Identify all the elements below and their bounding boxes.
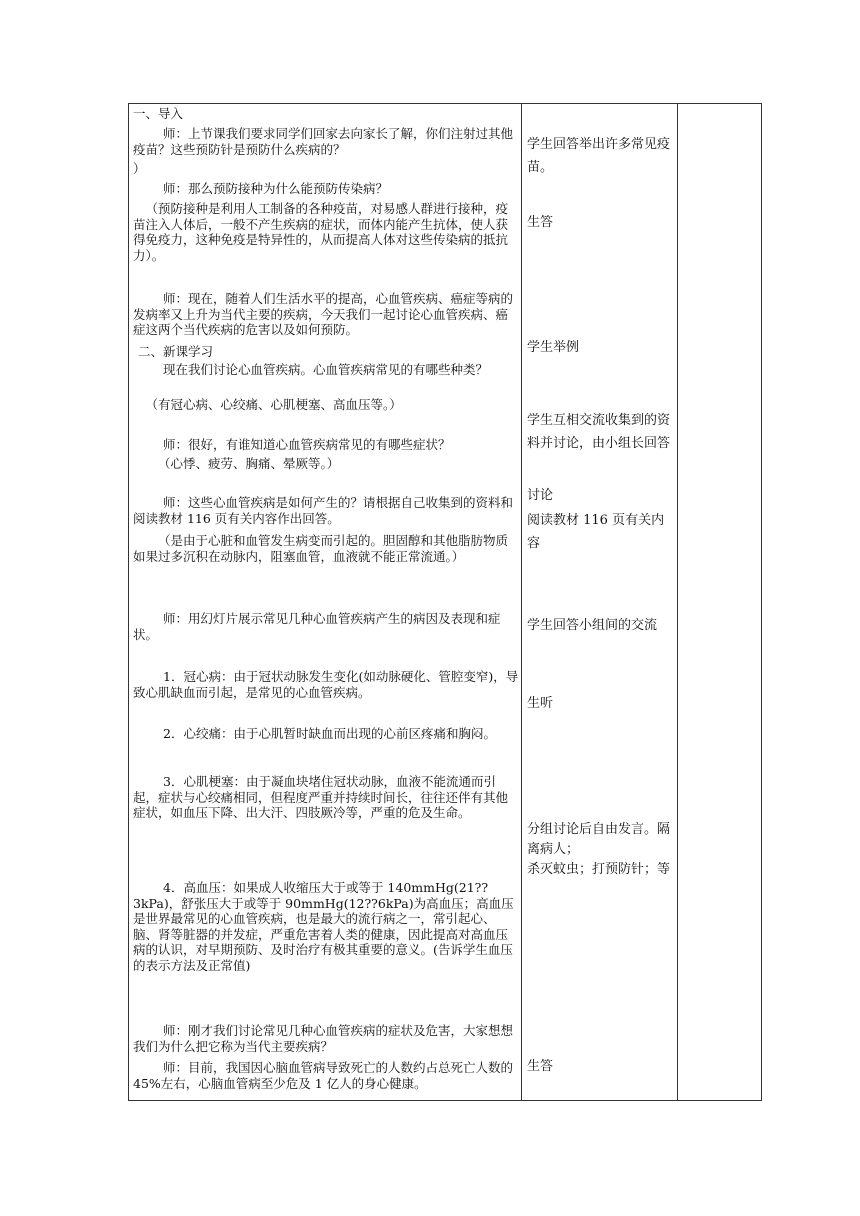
lesson-table xyxy=(128,103,762,1101)
student-note: 生听 xyxy=(527,696,554,711)
column-divider-1 xyxy=(521,104,522,1100)
paragraph: 2．心绞痛：由于心肌暂时缺血而出现的心前区疼痛和胸闷。 xyxy=(163,726,496,741)
paragraph: 师：这些心血管疾病是如何产生的？请根据自己收集到的资料和阅读教材 116 页有关内容作出回答。 xyxy=(133,495,514,526)
paragraph: 师：现在，随着人们生活水平的提高，心血管疾病、癌症等病的发病率又上升为当代主要的疾病，今天我们一起讨论心血管疾病、癌症这两个当代疾病的危害以及如何预防。 xyxy=(133,291,514,337)
paragraph: （预防接种是利用人工制备的各种疫苗，对易感人群进行接种，疫苗注入人体后，一般不产生疾病的症状，而体内能产生抗体，使人获得免疫力，这种免疫是特异性的，从而提高人体对这些传染病的抵抗力）。 xyxy=(133,201,509,263)
student-note: 学生举例 xyxy=(527,340,580,355)
section-heading-new-lesson: 二、新课学习 xyxy=(138,344,214,359)
column-divider-2 xyxy=(677,104,678,1100)
paragraph: 1．冠心病：由于冠状动脉发生变化(如动脉硬化、管腔变窄)，导致心肌缺血而引起，是常见的心血管疾病。 xyxy=(133,669,519,700)
student-note: 阅读教材 116 页有关内容 xyxy=(527,513,665,551)
paragraph: 3．心肌梗塞：由于凝血块堵住冠状动脉，血液不能流通而引起，症状与心绞痛相同，但程度严重并持续时间长，往往还伴有其他症状，如血压下降、出大汗、四肢厥冷等，严重的危及生命。 xyxy=(133,774,509,820)
paragraph: （有冠心病、心绞痛、心肌梗塞、高血压等。） xyxy=(145,397,402,412)
student-note: 学生回答小组间的交流 xyxy=(527,618,658,633)
paragraph: 师：目前，我国因心脑血管病导致死亡的人数约占总死亡人数的 45%左右，心脑血管病至少危及 1 亿人的身心健康。 xyxy=(133,1060,514,1091)
student-note: 学生互相交流收集到的资料并讨论，由小组长回答 xyxy=(527,413,671,451)
paragraph: （心悸、疲劳、胸痛、晕厥等。） xyxy=(158,456,340,471)
paragraph: （是由于心脏和血管发生病变而引起的。胆固醇和其他脂肪物质如果过多沉积在动脉内，阻塞血管，血液就不能正常流通。） xyxy=(133,533,509,564)
student-note: 讨论 xyxy=(527,488,554,503)
student-note: 杀灭蚊虫；打预防针；等 xyxy=(527,862,671,877)
student-note: 生答 xyxy=(527,215,554,230)
paragraph: 师：那么预防接种为什么能预防传染病？ xyxy=(163,181,389,196)
paragraph: 师：刚才我们讨论常见几种心血管疾病的症状及危害，大家想想我们为什么把它称为当代主要疾病？ xyxy=(133,1023,514,1054)
paragraph: 现在我们讨论心血管疾病。心血管疾病常见的有哪些种类？ xyxy=(163,362,489,377)
section-heading-intro: 一、导入 xyxy=(133,106,184,121)
paragraph: 师：上节课我们要求同学们回家去向家长了解，你们注射过其他疫苗？这些预防针是预防什么疾病的？ xyxy=(133,126,514,157)
paragraph: 师：很好，有谁知道心血管疾病常见的有哪些症状？ xyxy=(163,437,451,452)
student-note: 学生回答举出许多常见疫苗。 xyxy=(527,137,671,175)
paragraph: ） xyxy=(133,161,146,176)
paragraph: 师：用幻灯片展示常见几种心血管疾病产生的病因及表现和症状。 xyxy=(133,611,501,642)
paragraph: 4．高血压：如果成人收缩压大于或等于 140mmHg(21??3kPa)，舒张压大于或等于 90mmHg(12??6kPa)为高血压；高血压是世界最常见的心血管疾病，也是最大的流行病之一，常引起心、脑、肾等脏器的并发症，严重危害着人类的健康，因此提高对高血压病的认识，对早期预防、及时治疗有极其重要的意义。(告诉学生血压的表示方法及正常值) xyxy=(133,880,514,973)
student-note: 生答 xyxy=(527,1059,554,1074)
student-note: 分组讨论后自由发言。隔离病人； xyxy=(527,822,671,857)
